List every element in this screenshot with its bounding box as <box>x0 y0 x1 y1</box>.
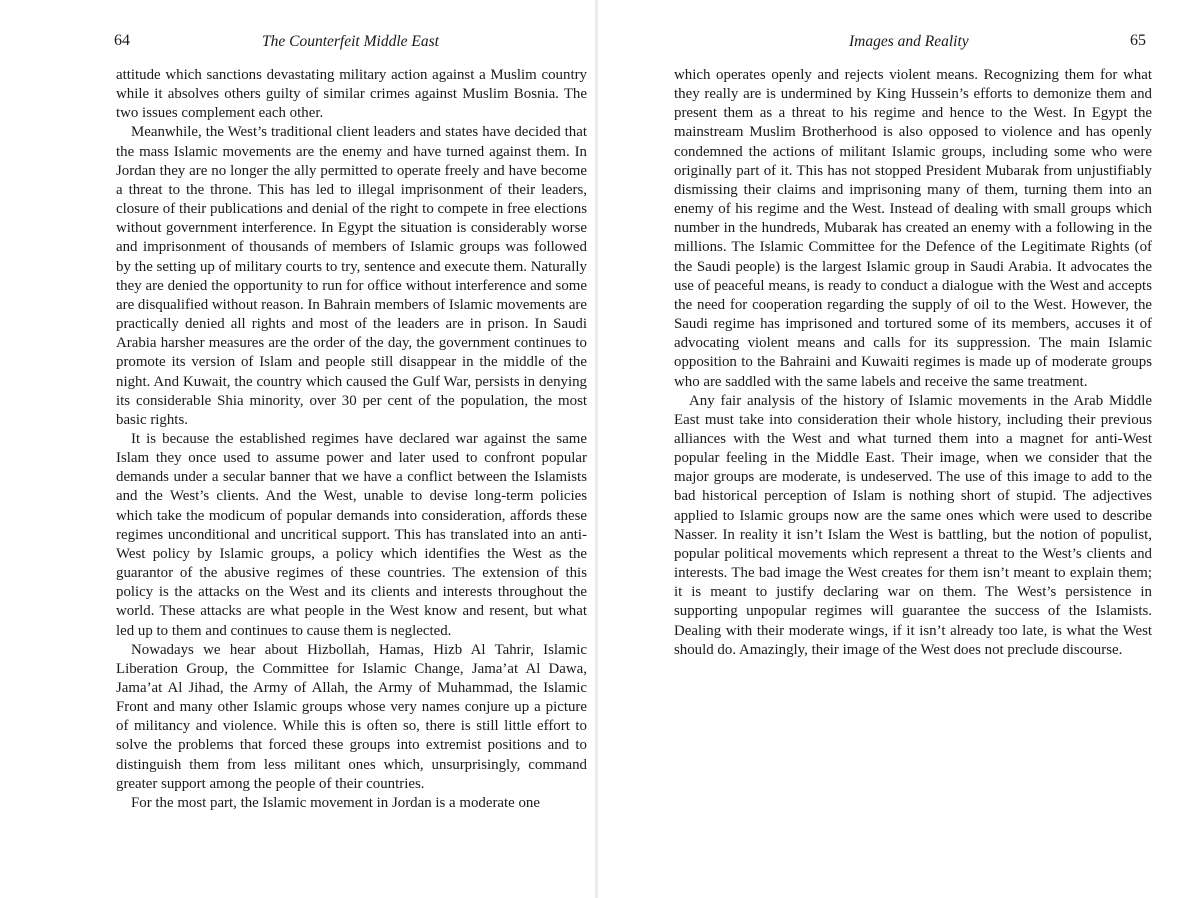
paragraph: Meanwhile, the West’s traditional client leaders and states have decided that the mass Islamic movements are the enemy and have turned against them. In Jordan they are no longer the ally permitted to operate freely and have become a threat to the throne. This has led to illegal imprisonment of their leaders, closure of their publications and denial of the right to compete in free elections without government interference. In Egypt the situation is considerably worse and imprisonment of thousands of members of Islamic groups was followed by the setting up of military courts to try, sentence and execute them. Naturally they are denied the opportunity to run for office without interference and some are disqualified without reason. In Bahrain members of Islamic movements are practically denied all rights and most of the leaders are in prison. In Saudi Arabia harsher measures are the order of the day, the government continues to promote its version of Islam and people still disappear in the middle of the night. And Kuwait, the country which caused the Gulf War, persists in denying its considerable Shia minority, over 30 per cent of the population, the most basic rights. <box>116 124 587 428</box>
right-page <box>598 0 1195 898</box>
paragraph: Nowadays we hear about Hizbollah, Hamas, Hizb Al Tahrir, Islamic Liberation Group, the Committee for Islamic Change, Jama’at Al Dawa, Jama’at Al Jihad, the Army of Allah, the Army of Muhammad, the Islamic Front and many other Islamic groups whose very names conjure up a picture of militancy and violence. While this is often so, there is still little effort to solve the problems that forced these groups into extremist positions and to distinguish them from less militant ones which, unsurprisingly, command greater support among the people of their countries. <box>116 641 587 792</box>
page-number-left: 64 <box>114 32 130 49</box>
running-head-left: The Counterfeit Middle East <box>262 33 439 50</box>
left-body-text <box>116 66 587 813</box>
paragraph: which operates openly and rejects violent means. Recognizing them for what they really are is undermined by King Hussein’s efforts to demonize them and present them as a threat to his regime and hence to the West. In Egypt the mainstream Muslim Brotherhood is also opposed to violence and has openly condemned the actions of militant Islamic groups, including some who were originally part of it. This has not stopped President Mubarak from unjustifiably dismissing their claims and imprisoning many of them, turning them into an enemy of his regime and the West. Instead of dealing with small groups which number in the hundreds, Mubarak has created an enemy with a following in the millions. The Islamic Committee for the Defence of the Legitimate Rights (of the Saudi people) is the largest Islamic group in Saudi Arabia. It advocates the use of peaceful means, is ready to conduct a dialogue with the West and accepts the need for cooperation regarding the supply of oil to the West. However, the Saudi regime has imprisoned and tortured some of its members, accuses it of advocating violent means and calls for its suppression. The main Islamic opposition to the Bahraini and Kuwaiti regimes is made up of moderate groups who are saddled with the same labels and receive the same treatment. <box>674 67 1152 390</box>
right-body-text <box>674 66 1152 660</box>
paragraph: attitude which sanctions devastating military action against a Muslim country while it absolves others guilty of similar crimes against Muslim Bosnia. The two issues complement each other. <box>116 67 587 122</box>
paragraph: It is because the established regimes have declared war against the same Islam they once used to assume power and later used to confront popular demands under a secular banner that we have a conflict between the Islamists and the West’s clients. And the West, unable to devise long-term policies which take the modicum of popular demands into consideration, affords these regimes unconditional and uncritical support. This has translated into an anti-West policy by Islamic groups, a policy which identifies the West as the guarantor of the abusive regimes of these countries. The extension of this policy is the attacks on the West and its clients and interests throughout the world. These attacks are what people in the West know and resent, but what led up to them and continues to cause them is neglected. <box>116 430 587 639</box>
left-page <box>0 0 597 898</box>
paragraph: Any fair analysis of the history of Islamic movements in the Arab Middle East must take into consideration their whole history, including their previous alliances with the West and what turned them into a magnet for anti-West popular feeling in the Middle East. Their image, when we consider that the major groups are moderate, is undeserved. The use of this image to add to the bad historical perception of Islam is nothing short of stupid. The adjectives applied to Islamic groups now are the same ones which were used to describe Nasser. In reality it isn’t Islam the West is battling, but the notion of populist, popular political movements which represent a threat to the West’s clients and interests. The bad image the West creates for them isn’t meant to explain them; it is meant to justify declaring war on them. The West’s persistence in supporting unpopular regimes will guarantee the success of the Islamists. Dealing with their moderate wings, if it isn’t already too late, is what the West should do. Amazingly, their image of the West does not preclude discourse. <box>674 392 1152 658</box>
paragraph: For the most part, the Islamic movement in Jordan is a moderate one <box>131 794 540 811</box>
page-number-right: 65 <box>1130 32 1146 49</box>
running-head-right: Images and Reality <box>849 33 969 50</box>
